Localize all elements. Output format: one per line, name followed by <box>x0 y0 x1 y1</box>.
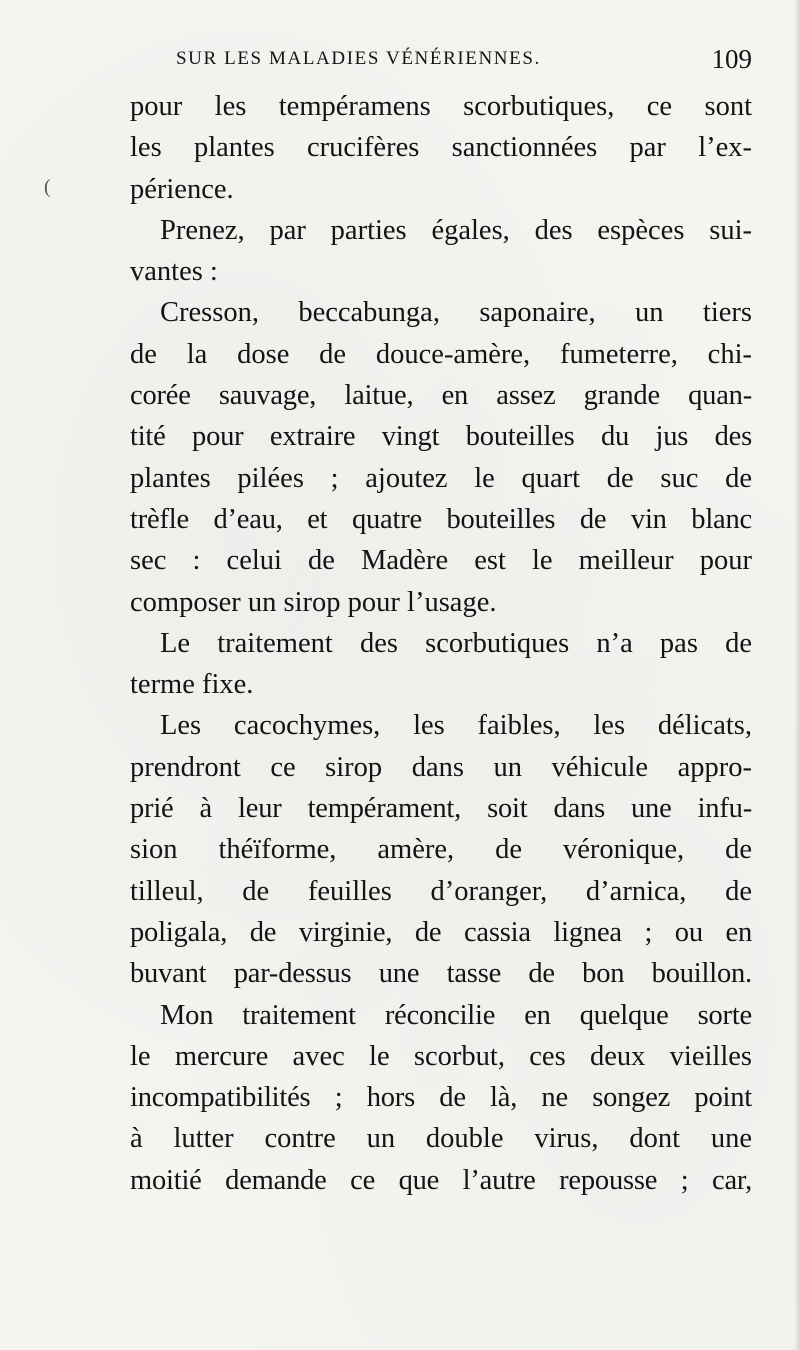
text-line: terme fixe. <box>130 669 254 701</box>
text-line: vantes : <box>130 256 218 288</box>
text-line: buvant par-dessus une tasse de bon bouillon. <box>130 958 752 990</box>
text-line: sec : celui de Madère est le meilleur pour <box>130 545 752 577</box>
body-text <box>130 86 752 1201</box>
page-number: 109 <box>711 44 752 74</box>
text-line: incompatibilités ; hors de là, ne songez point <box>130 1082 752 1114</box>
page-header <box>130 44 752 80</box>
text-line: trèfle d’eau, et quatre bouteilles de vin blanc <box>130 503 752 535</box>
text-line: composer un sirop pour l’usage. <box>130 586 497 618</box>
text-line: poligala, de virginie, de cassia lignea ; ou en <box>130 916 752 948</box>
text-line: tité pour extraire vingt bouteilles du jus des <box>130 421 752 453</box>
margin-mark: ( <box>44 176 51 198</box>
text-line: pour les tempéramens scorbutiques, ce sont <box>130 91 752 122</box>
text-line: Le traitement des scorbutiques n’a pas de <box>160 627 752 659</box>
text-line: sion théïforme, amère, de véronique, de <box>130 834 752 866</box>
text-line: corée sauvage, laitue, en assez grande quan- <box>130 380 752 412</box>
text-line: prendront ce sirop dans un véhicule appro- <box>130 751 752 783</box>
running-title: SUR LES MALADIES VÉNÉRIENNES. <box>176 48 541 69</box>
text-line: à lutter contre un double virus, dont une <box>130 1123 752 1155</box>
text-line: les plantes crucifères sanctionnées par l’ex- <box>130 132 752 164</box>
text-line: Cresson, beccabunga, saponaire, un tiers <box>160 297 752 329</box>
text-line: moitié demande ce que l’autre repousse ; car, <box>130 1164 752 1196</box>
text-line: Les cacochymes, les faibles, les délicats, <box>160 710 752 742</box>
text-line: le mercure avec le scorbut, ces deux vieilles <box>130 1040 752 1072</box>
text-line: Prenez, par parties égales, des espèces sui- <box>160 214 752 246</box>
text-line: Mon traitement réconcilie en quelque sorte <box>160 999 752 1031</box>
page-edge-shadow <box>794 0 800 1350</box>
text-line: périence. <box>130 173 234 205</box>
text-line: plantes pilées ; ajoutez le quart de suc de <box>130 462 752 494</box>
text-line: de la dose de douce-amère, fumeterre, chi- <box>130 338 752 370</box>
text-line: tilleul, de feuilles d’oranger, d’arnica, de <box>130 875 752 907</box>
text-line: prié à leur tempérament, soit dans une infu- <box>130 793 752 825</box>
